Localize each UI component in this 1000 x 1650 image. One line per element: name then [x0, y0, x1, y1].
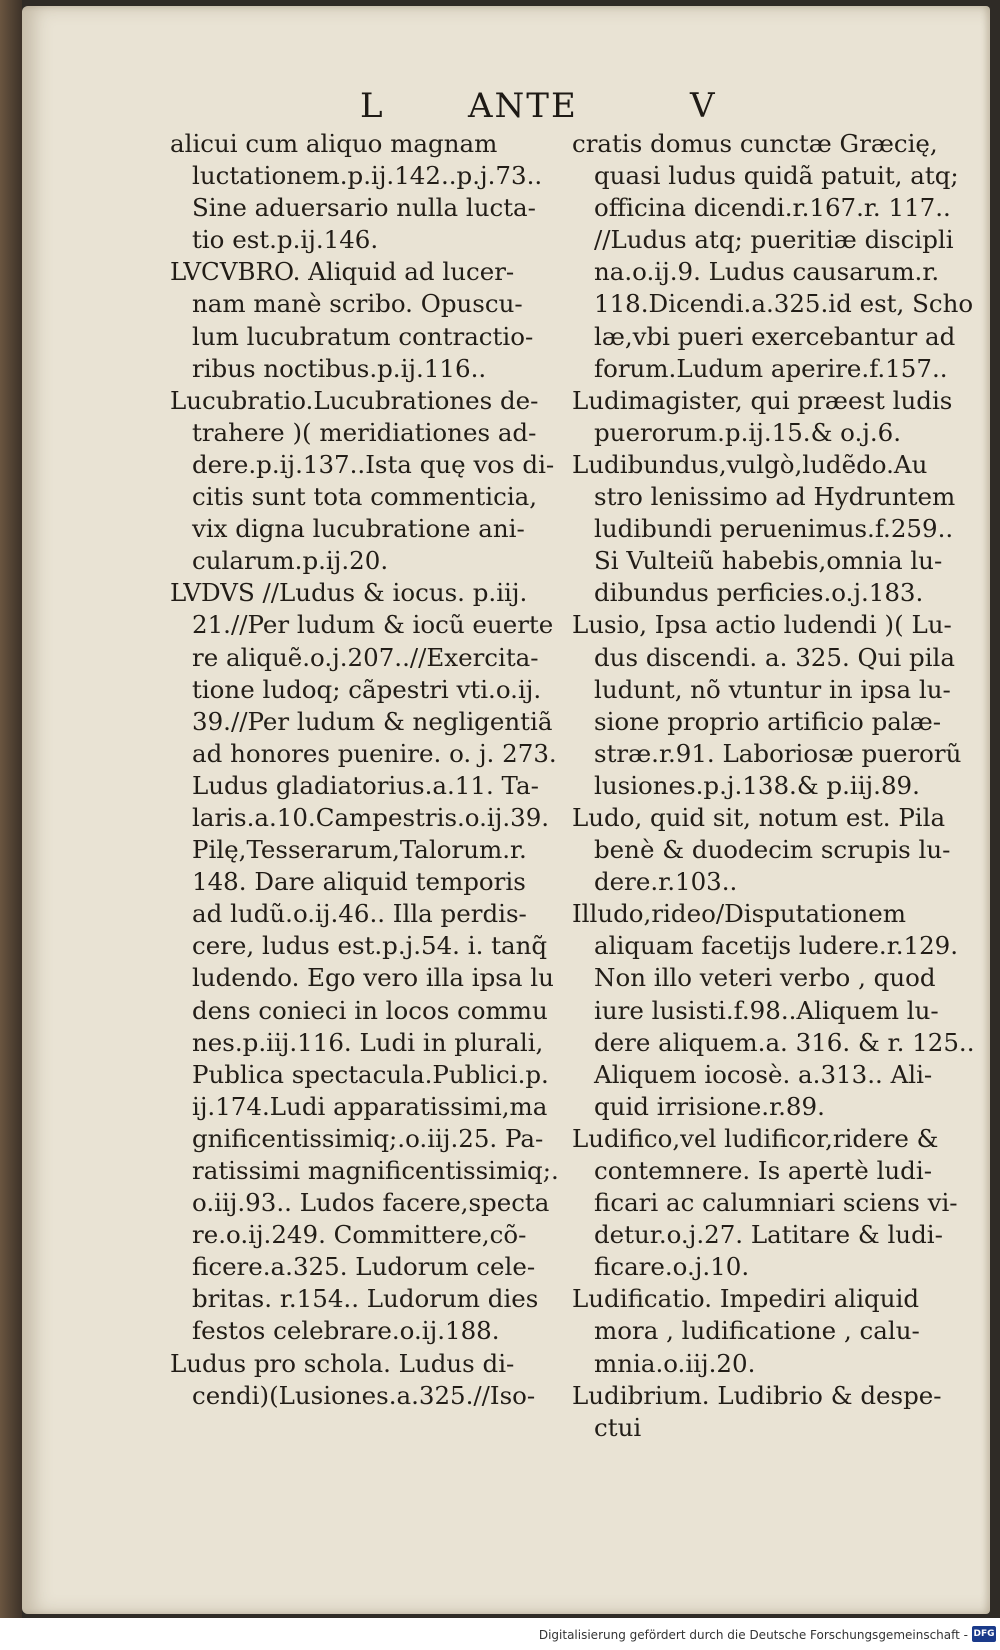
text-line: quid irrisione.r.89.	[594, 1091, 825, 1121]
text-line: quasi ludus quidã patuit, atq;	[594, 161, 959, 191]
text-line: Ludifico,vel ludificor,ridere &	[572, 1123, 939, 1153]
text-line: ludunt, nõ vtuntur in ipsa lu-	[594, 674, 951, 704]
text-line: vix digna lucubratione ani-	[192, 514, 525, 544]
text-line: dens conieci in locos commu	[192, 995, 548, 1025]
text-line: cratis domus cunctæ Græcię,	[572, 129, 938, 158]
text-line: Lucubratio.Lucubrationes de-	[170, 385, 539, 415]
text-line: //Ludus atq; pueritiæ discipli	[594, 225, 954, 255]
text-line: 21.//Per ludum & iocũ euerte	[192, 610, 554, 640]
text-line: re.o.ij.249. Committere,cõ-	[192, 1220, 527, 1250]
text-line: contemnere. Is apertè ludi-	[594, 1156, 932, 1185]
text-line: mora , ludificatione , calu-	[594, 1316, 920, 1346]
text-line: dibundus perficies.o.j.183.	[594, 578, 924, 608]
header-left-letter: L	[360, 86, 385, 126]
text-line: luctationem.p.ij.142..p.j.73..	[192, 161, 543, 191]
text-line: puerorum.p.ij.15.& o.j.6.	[594, 417, 902, 447]
text-line: LVCVBRO. Aliquid ad lucer-	[170, 257, 515, 287]
left-column	[170, 128, 560, 1412]
footer	[0, 1620, 1000, 1650]
text-line: Lusio, Ipsa actio ludendi )( Lu-	[572, 610, 952, 640]
text-line: lum lucubratum contractio-	[192, 321, 534, 351]
footer-credit: Digitalisierung gefördert durch die Deutsche Forschungsgemeinschaft -	[538, 1628, 968, 1642]
text-line: Si Vulteiũ habebis,omnia lu-	[594, 546, 943, 576]
text-line: dere.r.103..	[594, 867, 738, 897]
text-line: officina dicendi.r.167.r. 117..	[594, 193, 951, 223]
text-line: Illudo,rideo/Disputationem	[572, 899, 906, 929]
dfg-logo-icon: DFG	[972, 1626, 996, 1642]
text-line: Ludus gladiatorius.a.11. Ta-	[192, 770, 539, 800]
text-line: forum.Ludum aperire.f.157..	[594, 353, 948, 383]
text-line: gnificentissimiq;.o.iij.25. Pa-	[192, 1123, 544, 1153]
text-line: 148. Dare aliquid temporis	[192, 867, 526, 897]
text-line: 118.Dicendi.a.325.id est, Scho	[594, 289, 974, 319]
text-line: Sine aduersario nulla lucta-	[192, 193, 536, 223]
text-line: Ludificatio. Impediri aliquid	[572, 1284, 920, 1314]
text-line: citis sunt tota commenticia,	[192, 482, 538, 512]
text-line: ratissimi magnificentissimiq;.	[192, 1156, 559, 1185]
text-line: Ludibrium. Ludibrio & despe-	[572, 1380, 942, 1410]
text-line: dere.p.ij.137..Ista quę vos di-	[192, 449, 555, 479]
text-line: Publica spectacula.Publici.p.	[192, 1059, 549, 1089]
text-line: ficare.o.j.10.	[594, 1252, 750, 1282]
text-line: ctui	[594, 1412, 642, 1442]
text-line: nes.p.iij.116. Ludi in plurali,	[192, 1027, 544, 1057]
text-line: cendi)(Lusiones.a.325.//Iso-	[192, 1380, 536, 1410]
text-line: Aliquem iocosè. a.313.. Ali-	[594, 1059, 933, 1089]
text-line: dus discendi. a. 325. Qui pila	[594, 642, 955, 672]
text-line: mnia.o.iij.20.	[594, 1348, 756, 1378]
text-line: ribus noctibus.p.ij.116..	[192, 353, 487, 383]
text-line: LVDVS //Ludus & iocus. p.iij.	[170, 578, 528, 608]
text-line: tio est.p.ij.146.	[192, 225, 379, 255]
text-line: læ,vbi pueri exercebantur ad	[594, 321, 956, 351]
text-line: cularum.p.ij.20.	[192, 546, 389, 576]
text-line: tione ludoq; cãpestri vti.o.ij.	[192, 674, 542, 704]
text-line: Pilę,Tesserarum,Talorum.r.	[192, 835, 527, 865]
text-line: na.o.ij.9. Ludus causarum.r.	[594, 257, 940, 287]
text-line: britas. r.154.. Ludorum dies	[192, 1284, 539, 1314]
text-line: iure lusisti.f.98..Aliquem lu-	[594, 995, 939, 1025]
text-line: trahere )( meridiationes ad-	[192, 417, 537, 447]
text-line: sione proprio artificio palæ-	[594, 706, 942, 736]
text-line: ficari ac calumniari sciens vi-	[594, 1188, 958, 1218]
text-line: Ludimagister, qui præest ludis	[572, 385, 953, 415]
text-line: re aliquẽ.o.j.207..//Exercita-	[192, 642, 539, 672]
text-line: stræ.r.91. Laboriosæ puerorũ	[594, 738, 962, 768]
text-line: nam manè scribo. Opuscu-	[192, 289, 523, 319]
text-line: stro lenissimo ad Hydruntem	[594, 482, 956, 512]
book-spine	[0, 0, 22, 1618]
text-line: ad honores puenire. o. j. 273.	[192, 738, 557, 768]
text-line: Non illo veteri verbo , quod	[594, 963, 936, 993]
text-line: Ludus pro schola. Ludus di-	[170, 1348, 515, 1378]
text-line: Ludo, quid sit, notum est. Pila	[572, 802, 946, 832]
running-head	[350, 86, 910, 126]
text-line: ludibundi peruenimus.f.259..	[594, 514, 954, 544]
text-line: 39.//Per ludum & negligentiã	[192, 706, 553, 736]
text-line: ij.174.Ludi apparatissimi,ma	[192, 1091, 548, 1121]
header-title: ANTE	[468, 86, 578, 126]
text-line: benè & duodecim scrupis lu-	[594, 835, 951, 865]
text-line: Ludibundus,vulgò,ludẽdo.Au	[572, 449, 928, 479]
text-line: dere aliquem.a. 316. & r. 125..	[594, 1027, 975, 1057]
text-line: o.iij.93.. Ludos facere,specta	[192, 1188, 550, 1218]
text-line: laris.a.10.Campestris.o.ij.39.	[192, 802, 550, 832]
text-line: ficere.a.325. Ludorum cele-	[192, 1252, 536, 1282]
text-line: ad ludũ.o.ij.46.. Illa perdis-	[192, 899, 527, 929]
right-column	[572, 128, 975, 1444]
text-line: detur.o.j.27. Latitare & ludi-	[594, 1220, 943, 1250]
text-line: aliquam facetijs ludere.r.129.	[594, 931, 959, 961]
text-line: festos celebrare.o.ij.188.	[192, 1316, 500, 1346]
text-line: alicui cum aliquo magnam	[170, 129, 498, 158]
text-line: cere, ludus est.p.j.54. i. tanq̃	[192, 931, 548, 961]
text-line: ludendo. Ego vero illa ipsa lu	[192, 963, 554, 993]
text-line: lusiones.p.j.138.& p.iij.89.	[594, 770, 920, 800]
header-right-letter: V	[690, 86, 717, 126]
